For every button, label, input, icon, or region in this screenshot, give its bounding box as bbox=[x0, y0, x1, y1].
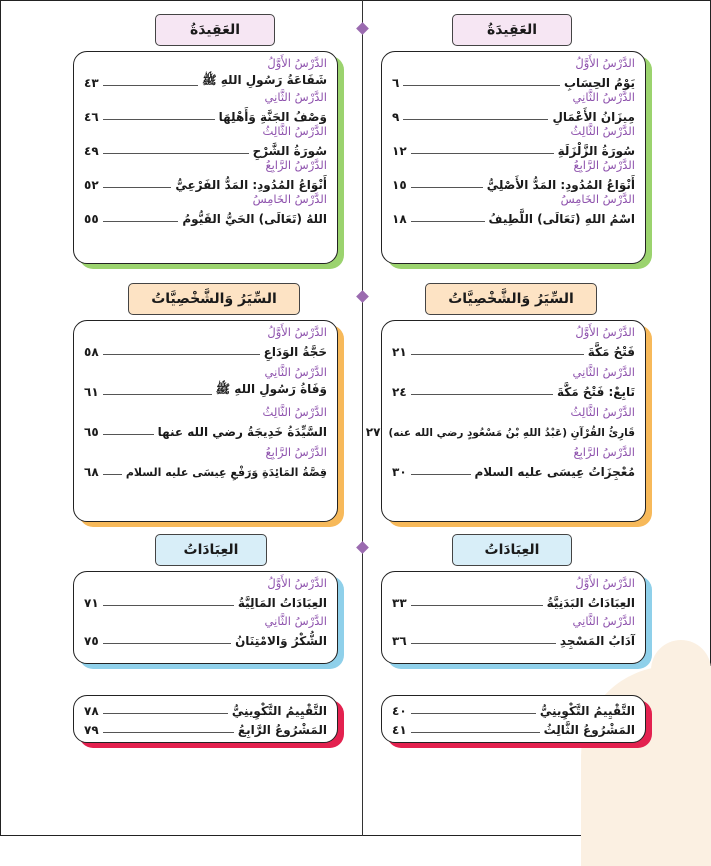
leader-line bbox=[411, 605, 543, 606]
entry-title: وَفَاةُ رَسُولِ اللهِ ﷺ bbox=[215, 382, 327, 396]
lesson-label: الدَّرْسُ الثَّانِي bbox=[572, 614, 635, 628]
entry-title: حَجَّةُ الوَدَاعِ bbox=[263, 345, 327, 359]
entry-title: السَّيِّدَةُ خَدِيجَةُ رضي الله عنها bbox=[157, 425, 327, 439]
page-number: ١٢ bbox=[392, 144, 407, 158]
toc-entry[interactable] bbox=[392, 591, 635, 610]
toc-entry[interactable] bbox=[392, 139, 635, 158]
leader-line bbox=[403, 85, 560, 86]
lesson-label: الدَّرْسُ الأَوَّلُ bbox=[267, 56, 327, 70]
leader-line bbox=[403, 119, 548, 120]
toc-entry[interactable] bbox=[392, 71, 635, 90]
lesson-label: الدَّرْسُ الأَوَّلُ bbox=[267, 325, 327, 339]
leader-line bbox=[411, 354, 584, 355]
lesson-label: الدَّرْسُ الأَوَّلُ bbox=[575, 56, 635, 70]
page-number: ٤٠ bbox=[392, 704, 407, 718]
entry-title: تَابِعْ: فَتْحُ مَكَّةَ bbox=[557, 385, 635, 399]
lesson-label: الدَّرْسُ الثَّالِثُ bbox=[262, 124, 327, 138]
entry-title: وَصْفُ الجَنَّةِ وَأَهْلِهَا bbox=[218, 110, 327, 124]
entry-title: قِصَّةُ المَائِدَةِ وَرَفْعِ عِيسَى عليه السلام bbox=[125, 466, 327, 479]
decorative-blob bbox=[651, 640, 711, 700]
entry-title: سُورَةُ الزَّلْزَلَةِ bbox=[557, 144, 635, 158]
page-number: ٧١ bbox=[84, 596, 99, 610]
entry-title: يَوْمُ الحِسَابِ bbox=[563, 76, 635, 90]
toc-box-siyar bbox=[73, 320, 338, 522]
page-number: ٤٣ bbox=[84, 76, 99, 90]
leader-line bbox=[411, 187, 483, 188]
lesson-label: الدَّرْسُ الثَّانِي bbox=[264, 90, 327, 104]
page-number: ٤١ bbox=[392, 723, 407, 737]
toc-entry[interactable] bbox=[84, 340, 327, 359]
leader-line bbox=[103, 85, 198, 86]
leader-line bbox=[411, 713, 536, 714]
leader-line bbox=[103, 434, 154, 435]
toc-box-ibadat bbox=[381, 571, 646, 664]
section-title-aqeeda: العَقِيدَةُ bbox=[452, 14, 572, 46]
leader-line bbox=[103, 713, 228, 714]
entry-title: سُورَةُ الشَّرْحِ bbox=[252, 144, 327, 158]
entry-title: اسْمُ اللهِ (تَعَالَى) اللَّطِيفُ bbox=[488, 212, 635, 226]
entry-title: التَّقْيِيمُ التَّكْوِينِيُّ bbox=[231, 704, 327, 718]
entry-title: العِبَادَاتُ البَدَنِيَّةُ bbox=[546, 596, 635, 610]
entry-title: أَنْوَاعُ المُدُودِ: المَدُّ الأَصْلِيُّ bbox=[486, 178, 635, 192]
leader-line bbox=[103, 119, 215, 120]
page-number: ٦٨ bbox=[84, 465, 99, 479]
leader-line bbox=[103, 354, 260, 355]
toc-entry[interactable] bbox=[84, 380, 327, 399]
lesson-label: الدَّرْسُ الثَّانِي bbox=[572, 90, 635, 104]
page-number: ٩ bbox=[392, 110, 400, 124]
section-title-siyar: السِّيَرُ وَالشَّخْصِيَّاتُ bbox=[128, 283, 300, 315]
toc-entry[interactable] bbox=[392, 105, 635, 124]
toc-entry[interactable] bbox=[84, 699, 327, 718]
entry-title: فَتْحُ مَكَّةَ bbox=[587, 345, 635, 359]
entry-title: المَشْرُوعُ الرَّابِعُ bbox=[237, 723, 327, 737]
entry-title: قَارِئُ القُرْآنِ (عَبْدُ اللهِ بْنُ مَسْعُودٍ رضي الله عنه) bbox=[388, 427, 635, 439]
section-title-siyar: السِّيَرُ وَالشَّخْصِيَّاتُ bbox=[425, 283, 597, 315]
page-number: ٦١ bbox=[84, 385, 99, 399]
section-title-ibadat: العِبَادَاتُ bbox=[155, 534, 267, 566]
page-number: ٥٥ bbox=[84, 212, 99, 226]
entry-title: الشُّكْرُ وَالامْتِنَانُ bbox=[235, 634, 327, 648]
leader-line bbox=[103, 605, 234, 606]
entry-title: التَّقْيِيمُ التَّكْوِينِيُّ bbox=[539, 704, 635, 718]
page-number: ٢٧ bbox=[365, 425, 381, 439]
toc-box-aqeeda bbox=[73, 51, 338, 264]
section-title-ibadat: العِبَادَاتُ bbox=[452, 534, 572, 566]
page-number: ٢١ bbox=[392, 345, 407, 359]
entry-title: شَفَاعَةُ رَسُولِ اللهِ ﷺ bbox=[202, 73, 327, 87]
toc-entry[interactable] bbox=[392, 460, 635, 479]
lesson-label: الدَّرْسُ الأَوَّلُ bbox=[575, 576, 635, 590]
toc-entry[interactable] bbox=[392, 207, 635, 226]
page-number: ٤٩ bbox=[84, 144, 99, 158]
page-number: ١٨ bbox=[392, 212, 407, 226]
leader-line bbox=[411, 221, 485, 222]
toc-entry[interactable] bbox=[392, 699, 635, 718]
page-number: ٧٥ bbox=[84, 634, 99, 648]
toc-box-extra bbox=[381, 695, 646, 743]
lesson-label: الدَّرْسُ الرَّابِعُ bbox=[573, 445, 635, 459]
leader-line bbox=[103, 153, 249, 154]
leader-line bbox=[411, 643, 556, 644]
lesson-label: الدَّرْسُ الخَامِسُ bbox=[560, 192, 635, 206]
page-number: ٢٤ bbox=[392, 385, 407, 399]
toc-entry[interactable] bbox=[84, 173, 327, 192]
lesson-label: الدَّرْسُ الرَّابِعُ bbox=[265, 445, 327, 459]
toc-entry[interactable] bbox=[84, 207, 327, 226]
leader-line bbox=[411, 474, 471, 475]
entry-title: العِبَادَاتُ المَالِيَّةُ bbox=[237, 596, 327, 610]
entry-title: اللهُ (تَعَالَى) الحَيُّ القَيُّومُ bbox=[182, 212, 327, 226]
leader-line bbox=[411, 394, 553, 395]
lesson-label: الدَّرْسُ الثَّالِثُ bbox=[262, 405, 327, 419]
toc-entry[interactable] bbox=[392, 380, 635, 399]
toc-entry[interactable] bbox=[365, 420, 635, 439]
lesson-label: الدَّرْسُ الثَّانِي bbox=[572, 365, 635, 379]
lesson-label: الدَّرْسُ الأَوَّلُ bbox=[575, 325, 635, 339]
toc-entry[interactable] bbox=[392, 340, 635, 359]
toc-entry[interactable] bbox=[84, 71, 327, 90]
toc-entry[interactable] bbox=[84, 629, 327, 648]
lesson-label: الدَّرْسُ الثَّانِي bbox=[264, 614, 327, 628]
lesson-label: الدَّرْسُ الثَّالِثُ bbox=[570, 124, 635, 138]
entry-title: أَنْوَاعُ المُدُودِ: المَدُّ الفَرْعِيُّ bbox=[175, 178, 327, 192]
entry-title: مِيزَانُ الأَعْمَالِ bbox=[552, 110, 635, 124]
page-number: ١٥ bbox=[392, 178, 407, 192]
leader-line bbox=[411, 153, 554, 154]
entry-title: المَشْرُوعُ الثَّالِثُ bbox=[543, 723, 635, 737]
page-number: ٣٠ bbox=[392, 465, 407, 479]
page-number: ٦ bbox=[392, 76, 400, 90]
toc-box-aqeeda bbox=[381, 51, 646, 264]
toc-entry[interactable] bbox=[392, 718, 635, 737]
center-divider bbox=[362, 0, 363, 836]
leader-line bbox=[103, 221, 179, 222]
lesson-label: الدَّرْسُ الأَوَّلُ bbox=[267, 576, 327, 590]
page-number: ٥٢ bbox=[84, 178, 99, 192]
lesson-label: الدَّرْسُ الرَّابِعُ bbox=[573, 158, 635, 172]
lesson-label: الدَّرْسُ الرَّابِعُ bbox=[265, 158, 327, 172]
toc-entry[interactable] bbox=[84, 105, 327, 124]
page-number: ٧٨ bbox=[84, 704, 99, 718]
page-number: ٧٩ bbox=[84, 723, 99, 737]
page-number: ٦٥ bbox=[84, 425, 99, 439]
toc-entry[interactable] bbox=[84, 139, 327, 158]
toc-entry[interactable] bbox=[84, 718, 327, 737]
leader-line bbox=[103, 643, 231, 644]
entry-title: مُعْجِزَاتُ عِيسَى عليه السلام bbox=[474, 465, 635, 479]
toc-box-siyar bbox=[365, 320, 646, 522]
page-number: ٣٣ bbox=[392, 596, 407, 610]
toc-entry[interactable] bbox=[84, 460, 327, 479]
toc-entry[interactable] bbox=[84, 420, 327, 439]
page-number: ٤٦ bbox=[84, 110, 99, 124]
lesson-label: الدَّرْسُ الثَّالِثُ bbox=[570, 405, 635, 419]
page-number: ٥٨ bbox=[84, 345, 99, 359]
leader-line bbox=[103, 474, 122, 475]
page-number: ٣٦ bbox=[392, 634, 407, 648]
leader-line bbox=[103, 394, 212, 395]
lesson-label: الدَّرْسُ الثَّانِي bbox=[264, 365, 327, 379]
leader-line bbox=[103, 187, 172, 188]
entry-title: آدَابُ المَسْجِدِ bbox=[559, 634, 635, 648]
toc-entry[interactable] bbox=[84, 591, 327, 610]
toc-entry[interactable] bbox=[392, 173, 635, 192]
toc-box-extra bbox=[73, 695, 338, 743]
toc-entry[interactable] bbox=[392, 629, 635, 648]
leader-line bbox=[103, 732, 234, 733]
leader-line bbox=[411, 732, 540, 733]
toc-box-ibadat bbox=[73, 571, 338, 664]
section-title-aqeeda: العَقِيدَةُ bbox=[155, 14, 275, 46]
lesson-label: الدَّرْسُ الخَامِسُ bbox=[252, 192, 327, 206]
